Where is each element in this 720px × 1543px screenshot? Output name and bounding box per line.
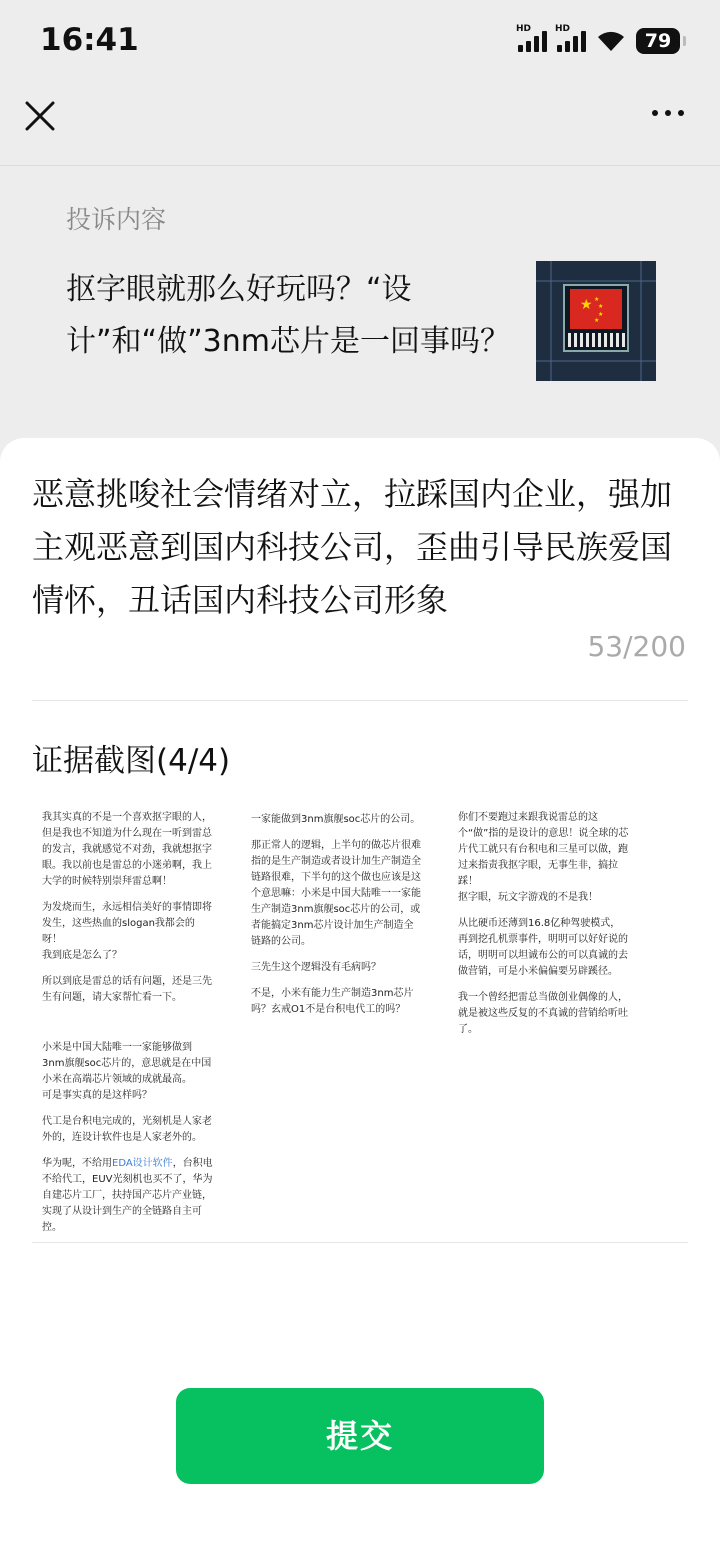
svg-text:★: ★ xyxy=(594,296,600,303)
screenshot-text: 可是事实真的是这样吗？ xyxy=(42,1090,152,1101)
screenshot-text: 那正常人的逻辑，上半句的做芯片很难指的是生产制造或者设计加生产制造全链路很难，下半句的这个做也应该是这个意思嘛：小米是中国大陆唯一一家能生产制造3nm旗舰soc芯片的公司，或者能搞定3nm芯片设计加生产制造全链路的公司。 xyxy=(251,840,421,947)
article-thumbnail xyxy=(536,261,656,381)
signal-icon-2 xyxy=(555,24,586,52)
screenshot-text: 我一个曾经把雷总当做创业偶像的人，就是被这些反复的不真诚的营销给听吐了。 xyxy=(458,992,628,1035)
evidence-screenshot-2[interactable] xyxy=(251,812,421,1028)
submit-button[interactable]: 提交 xyxy=(176,1388,544,1484)
screenshot-text: 华为呢，不给用 xyxy=(42,1158,112,1169)
complaint-reason-input[interactable]: 恶意挑唆社会情绪对立，拉踩国内企业，强加主观恶意到国内科技公司，歪曲引导民族爱国情怀，丑话国内科技公司形象 xyxy=(32,475,673,619)
screenshot-text: 所以到底是雷总的话有问题，还是三先生有问题，请大家帮忙看一下。 xyxy=(42,976,212,1003)
svg-text:★: ★ xyxy=(598,311,604,318)
screenshot-text: 一家能做到3nm旗舰soc芯片的公司。 xyxy=(251,814,421,825)
screenshot-text: 我到底是怎么了？ xyxy=(42,950,122,961)
divider xyxy=(32,1242,688,1243)
screenshot-text: 代工是台积电完成的，光刻机是人家老外的，连设计软件也是人家老外的。 xyxy=(42,1116,212,1143)
nav-bar xyxy=(0,84,720,166)
close-icon[interactable] xyxy=(22,98,58,134)
wifi-icon xyxy=(596,29,626,53)
status-icons xyxy=(516,24,680,54)
complaint-form-card xyxy=(0,438,720,1543)
screenshot-text: 不是，小米有能力生产制造3nm芯片吗？玄戒O1不是台积电代工的吗？ xyxy=(251,988,414,1015)
screenshot-text: 我其实真的不是一个喜欢抠字眼的人，但是我也不知道为什么现在一听到雷总的发言，我就感觉不对劲，我就想抠字眼。我以前也是雷总的小迷弟啊，我上大学的时候特别崇拜雷总啊！ xyxy=(42,812,212,887)
screenshot-link: EDA设计软件 xyxy=(112,1158,173,1169)
status-bar xyxy=(0,0,720,84)
divider xyxy=(32,700,688,701)
screenshot-text: 你们不要跑过来跟我说雷总的这个“做”指的是设计的意思！说全球的芯片代工就只有台积电和三星可以做，跑过来指责我抠字眼，无事生非，搞拉踩！ xyxy=(458,812,629,887)
battery-indicator: 79 xyxy=(636,28,680,54)
complaint-content-label: 投诉内容 xyxy=(66,205,167,234)
svg-text:★: ★ xyxy=(598,303,604,310)
signal-icon xyxy=(516,24,547,52)
status-time: 16:41 xyxy=(40,22,139,58)
screenshot-text: 从比硬币还薄到16.8亿种驾驶模式，再到挖孔机票事件，明明可以好好说的话，明明可以坦诚布公的可以真诚的去做营销，可是小米偏偏要另辟蹊径。 xyxy=(458,918,628,977)
screenshot-text: ，台积电不给代工，EUV光刻机也买不了，华为自建芯片工厂，扶持国产芯片产业链，实现了从设计到生产的全链路自主可控。 xyxy=(42,1158,213,1233)
character-counter: 53/200 xyxy=(587,630,686,663)
screenshot-text: 为发烧而生，永远相信美好的事情即将发生，这些热血的slogan我都会的呀！ xyxy=(42,902,212,945)
evidence-screenshots-title: 证据截图(4/4) xyxy=(32,743,231,779)
more-options-icon[interactable] xyxy=(652,110,684,116)
screenshot-text: 抠字眼，玩文字游戏的不是我！ xyxy=(458,892,598,903)
signal-hd-label: HD xyxy=(516,24,532,34)
signal-hd-label-2: HD xyxy=(555,24,571,34)
svg-text:★: ★ xyxy=(594,317,600,324)
svg-text:★: ★ xyxy=(580,297,593,313)
evidence-screenshot-1[interactable] xyxy=(42,810,214,1246)
screenshot-text: 小米是中国大陆唯一一家能够做到3nm旗舰soc芯片的，意思就是在中国小米在高端芯片领域的成就最高。 xyxy=(42,1042,212,1085)
article-title: 抠字眼就那么好玩吗？“设计”和“做”3nm芯片是一回事吗？ xyxy=(66,272,510,359)
screenshot-text: 三先生这个逻辑没有毛病吗？ xyxy=(251,962,381,973)
evidence-screenshot-3[interactable] xyxy=(458,810,630,1035)
